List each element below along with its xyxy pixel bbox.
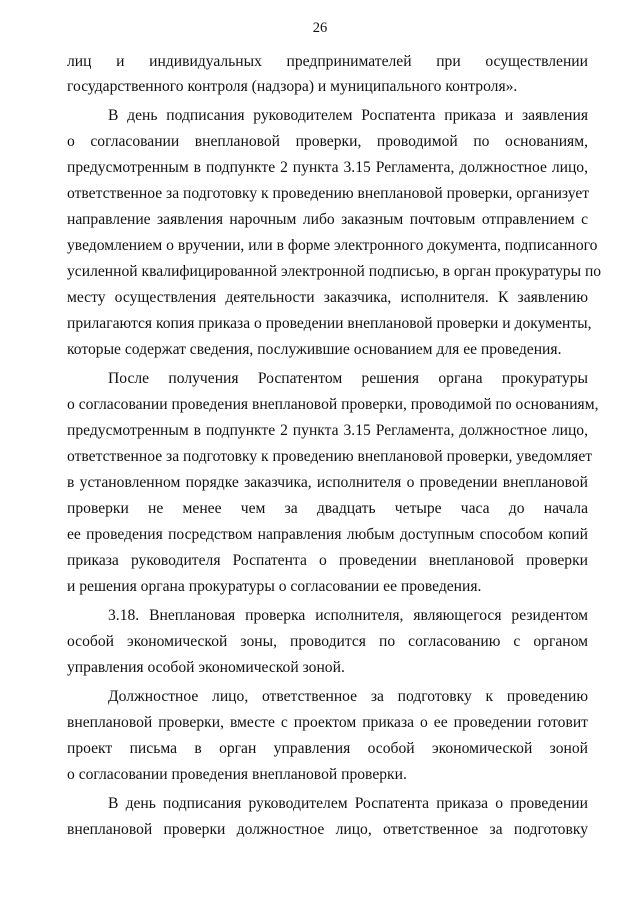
text-line: особой экономической зоны, проводится по согласованию с органом [67,633,588,650]
text-line: предусмотренным в подпункте 2 пункта 3.15 Регламента, должностное лицо, [67,159,588,176]
page-number: 26 [312,20,328,36]
text-line: предусмотренным в подпункте 2 пункта 3.15 Регламента, должностное лицо, [67,422,588,439]
text-line: в установленном порядке заказчика, исполнителя о проведении внеплановой [67,474,588,491]
text-line: усиленной квалифицированной электронной подписью, в орган прокуратуры по [67,263,602,280]
text-line: В день подписания руководителем Роспатента приказа и заявления [108,107,588,124]
text-line: ответственное за подготовку к проведению внеплановой проверки, уведомляет [67,448,593,465]
text-line: проверки не менее чем за двадцать четыре часа до начала [67,500,588,517]
text-line: и решения органа прокуратуры о согласовании ее проведения. [67,578,482,595]
text-line: ее проведения посредством направления любым доступным способом копий [67,526,588,543]
text-line: ответственное за подготовку к проведению внеплановой проверки, организует [67,185,590,202]
text-line: Должностное лицо, ответственное за подготовку к проведению [108,688,588,705]
text-line: управления особой экономической зоной. [67,659,345,676]
text-line: месту осуществления деятельности заказчика, исполнителя. К заявлению [67,289,588,306]
text-line: о согласовании проведения внеплановой проверки, проводимой по основаниям, [67,396,599,413]
text-line: о согласовании проведения внеплановой проверки. [67,766,407,783]
text-line: уведомлением о вручении, или в форме электронного документа, подписанного [67,237,598,254]
text-line: 3.18. Внеплановая проверка исполнителя, являющегося резидентом [108,607,588,624]
text-line: проект письма в орган управления особой экономической зоной [67,740,588,757]
text-line: внеплановой проверки должностное лицо, ответственное за подготовку [67,821,588,838]
text-line: После получения Роспатентом решения органа прокуратуры [108,370,588,387]
text-line: В день подписания руководителем Роспатента приказа о проведении [108,795,588,812]
text-line: прилагаются копия приказа о проведении внеплановой проверки и документы, [67,315,592,332]
text-line: государственного контроля (надзора) и муниципального контроля». [67,78,518,95]
text-line: лиц и индивидуальных предпринимателей при осуществлении [67,53,588,70]
text-line: направление заявления нарочным либо заказным почтовым отправлением с [67,211,588,228]
text-line: приказа руководителя Роспатента о проведении внеплановой проверки [67,552,588,569]
text-line: о согласовании внеплановой проверки, проводимой по основаниям, [67,133,588,150]
text-line: внеплановой проверки, вместе с проектом приказа о ее проведении готовит [67,714,588,731]
text-line: которые содержат сведения, послужившие основанием для ее проведения. [67,341,562,358]
